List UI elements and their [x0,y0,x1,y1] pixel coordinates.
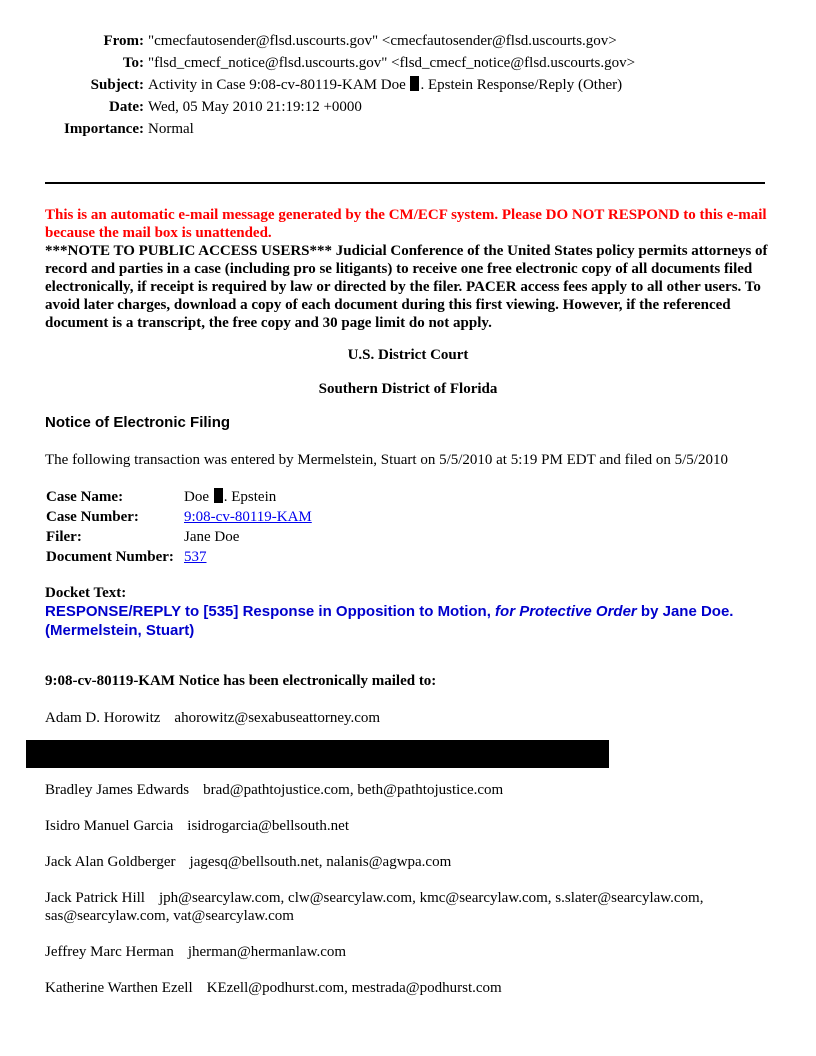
from-label: From: [103,33,144,49]
recipient-name: Isidro Manuel Garcia [45,818,174,834]
redaction-mark [410,76,419,91]
date-row [40,96,635,118]
filer-value: Jane Doe [184,529,240,545]
case-info-table [46,487,312,567]
recipient-emails: KEzell@podhurst.com, mestrada@podhurst.com [206,980,502,996]
subject-value [148,74,622,96]
to-row [40,52,635,74]
from-value: "cmecfautosender@flsd.uscourts.gov" <cmecfautosender@flsd.uscourts.gov> [148,33,617,49]
recipient-emails: isidrogarcia@bellsouth.net [187,818,349,834]
header-divider [45,182,765,184]
filer-row [46,527,312,547]
recipient-name: Adam D. Horowitz [45,710,161,726]
docket-text-part2: by Jane Doe. (Mermelstein, Stuart) [45,603,734,639]
docket-text-italic: for Protective Order [495,603,637,620]
mailed-heading: 9:08-cv-80119-KAM Notice has been electronically mailed to: [45,673,437,689]
recipient-name: Bradley James Edwards [45,782,190,798]
importance-row [40,118,635,140]
subject-row [40,74,635,96]
date-label: Date: [109,99,144,115]
recipient-emails: brad@pathtojustice.com, beth@pathtojustice.com [203,782,504,798]
recipient-row [45,943,765,961]
case-number-label: Case Number: [46,509,139,525]
case-name-end: . Epstein [223,489,277,505]
recipient-name: Jack Alan Goldberger [45,854,176,870]
email-header [40,30,635,140]
subject-text-start: Activity in Case 9:08-cv-80119-KAM Doe [148,77,406,93]
recipient-row [45,979,765,997]
to-value: "flsd_cmecf_notice@flsd.uscourts.gov" <flsd_cmecf_notice@flsd.uscourts.gov> [148,55,636,71]
recipient-emails: jagesq@bellsouth.net, nalanis@agwpa.com [189,854,452,870]
document-number-link[interactable]: 537 [184,549,207,565]
case-name-row [46,487,312,507]
recipient-row [45,889,765,925]
recipient-emails: jherman@hermanlaw.com [187,944,347,960]
recipient-name: Jeffrey Marc Herman [45,944,174,960]
date-value: Wed, 05 May 2010 21:19:12 +0000 [148,99,362,115]
case-number-link[interactable]: 9:08-cv-80119-KAM [184,509,312,525]
recipient-row [45,781,765,799]
docket-text-part1: RESPONSE/REPLY to [535] Response in Opposition to Motion, [45,603,496,620]
filer-label: Filer: [46,529,82,545]
recipient-row [45,817,765,835]
transaction-text: The following transaction was entered by Mermelstein, Stuart on 5/5/2010 at 5:19 PM EDT and filed on 5/5/2010 [45,452,728,468]
district-name: Southern District of Florida [318,381,498,397]
importance-value: Normal [148,121,194,137]
nef-title: Notice of Electronic Filing [45,414,231,431]
auto-message-warning: This is an automatic e-mail message generated by the CM/ECF system. Please DO NOT RESPOND to this e-mail because the mail box is unattended. [45,207,767,241]
document-number-label: Document Number: [46,549,174,565]
recipient-emails: ahorowitz@sexabuseattorney.com [174,710,381,726]
from-row [40,30,635,52]
document-number-row [46,547,312,567]
public-access-note: ***NOTE TO PUBLIC ACCESS USERS*** Judicial Conference of the United States policy permits attorneys of record and parties in a case (including pro se litigants) to receive one free electronic copy of all documents filed electronically, if receipt is required by law or directed by the filer. PACER access fees apply to all other users. To avoid later charges, download a copy of each document during this first viewing. However, if the referenced document is a transcript, the free copy and 30 page limit do not apply. [45,243,768,331]
recipient-name: Katherine Warthen Ezell [45,980,193,996]
subject-label: Subject: [90,77,144,93]
docket-label: Docket Text: [45,585,127,601]
importance-label: Importance: [64,121,144,137]
case-name-start: Doe [184,489,209,505]
recipient-emails: jph@searcylaw.com, clw@searcylaw.com, kmc@searcylaw.com, s.slater@searcylaw.com, sas@searcylaw.com, vat@searcylaw.com [45,890,704,924]
court-name: U.S. District Court [347,347,469,363]
to-label: To: [122,55,144,71]
subject-text-end: . Epstein Response/Reply (Other) [420,77,623,93]
case-name-value [184,487,312,507]
redaction-bar [26,740,609,768]
docket-text [45,602,765,640]
redaction-mark [214,488,223,503]
recipient-name: Jack Patrick Hill [45,890,145,906]
recipient-row [45,709,765,727]
recipient-row [45,853,765,871]
case-name-label: Case Name: [46,489,124,505]
case-number-row [46,507,312,527]
